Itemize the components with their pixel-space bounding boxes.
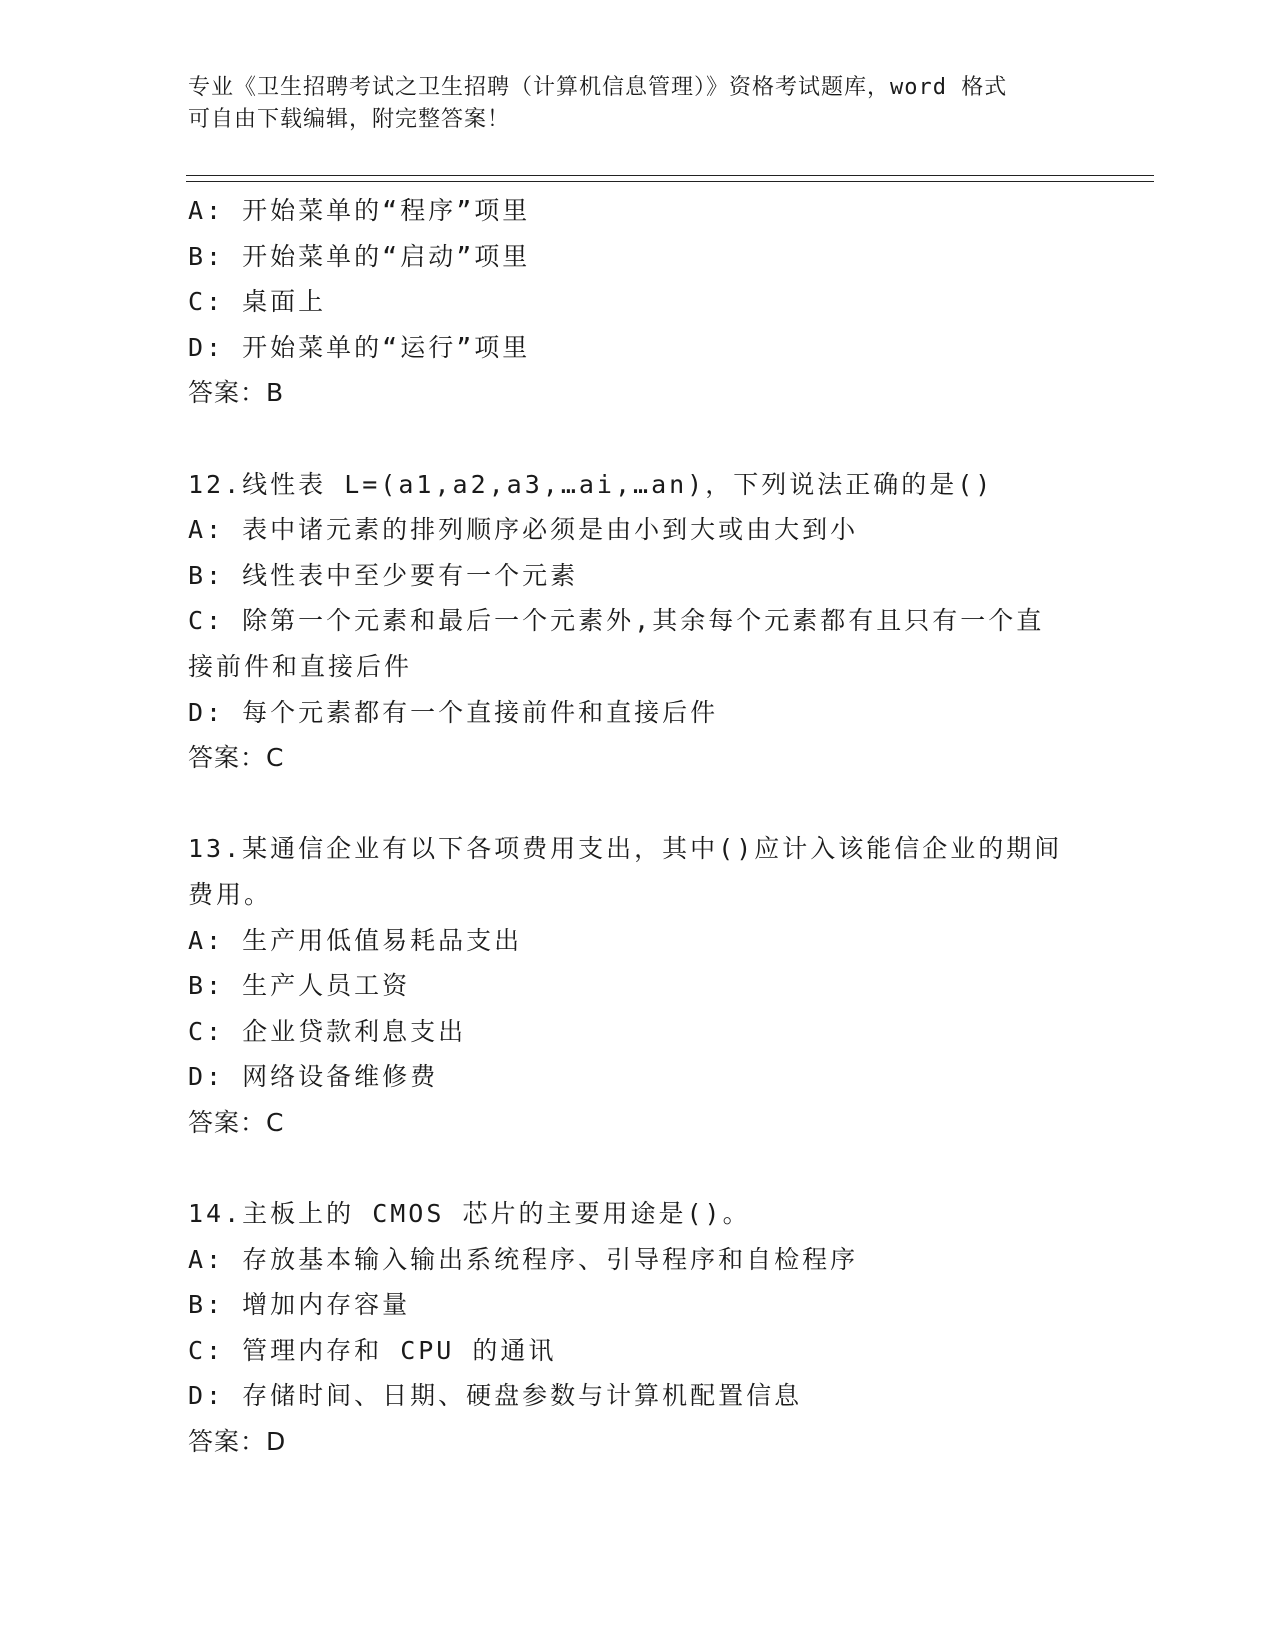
option-b: B: 生产人员工资 [188,971,411,1001]
option-d: D: 每个元素都有一个直接前件和直接后件 [188,697,719,727]
option-c: C: 桌面上 [188,287,327,317]
header-rule-top [186,175,1154,176]
option-c-line-2: 接前件和直接后件 [188,651,413,681]
question-text-line-1: 13.某通信企业有以下各项费用支出，其中()应计入该能信企业的期间 [188,834,1063,864]
question-text: 12.线性表 L=(a1,a2,a3,…ai,…an)，下列说法正确的是() [188,469,994,499]
answer: 答案：C [188,1107,285,1137]
header-line-1: 专业《卫生招聘考试之卫生招聘（计算机信息管理）》资格考试题库，word 格式 [188,75,1008,100]
option-c: C: 企业贷款利息支出 [188,1016,467,1046]
option-a: A: 表中诸元素的排列顺序必须是由小到大或由大到小 [188,515,859,545]
answer: 答案：C [188,743,285,773]
option-b: B: 增加内存容量 [188,1290,411,1320]
document-header [188,72,1088,136]
answer: 答案：D [188,1427,287,1457]
question-14 [188,1191,1088,1465]
spacer [188,1145,1088,1191]
spacer [188,416,1088,462]
option-a: A: 存放基本输入输出系统程序、引导程序和自检程序 [188,1244,859,1274]
question-text-line-2: 费用。 [188,879,273,909]
question-11-options [188,188,1088,416]
option-b: B: 线性表中至少要有一个元素 [188,560,579,590]
answer: 答案：B [188,378,285,408]
question-text: 14.主板上的 CMOS 芯片的主要用途是()。 [188,1199,751,1229]
option-c: C: 管理内存和 CPU 的通讯 [188,1335,557,1365]
option-d: D: 开始菜单的“运行”项里 [188,332,531,362]
question-list [188,188,1088,1465]
option-a: A: 生产用低值易耗品支出 [188,925,523,955]
question-12 [188,462,1088,781]
spacer [188,781,1088,827]
option-d: D: 存储时间、日期、硬盘参数与计算机配置信息 [188,1381,803,1411]
header-line-2: 可自由下载编辑，附完整答案！ [188,107,511,132]
option-d: D: 网络设备维修费 [188,1062,439,1092]
option-b: B: 开始菜单的“启动”项里 [188,241,531,271]
header-rule-bottom [186,181,1154,182]
option-c-line-1: C: 除第一个元素和最后一个元素外,其余每个元素都有且只有一个直 [188,606,1045,636]
question-13 [188,826,1088,1145]
option-a: A: 开始菜单的“程序”项里 [188,196,531,225]
